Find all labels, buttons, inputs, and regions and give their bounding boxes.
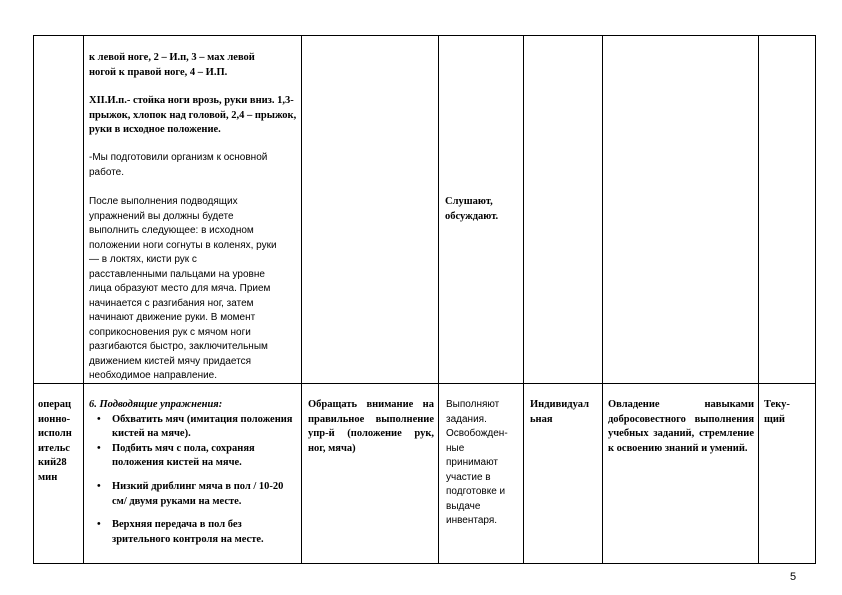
instruction-line: лица образуют место для мяча. Прием (89, 283, 271, 294)
stage-line: ионно- (38, 413, 71, 425)
table-border-left (33, 35, 34, 564)
students-line: подготовке и (446, 486, 506, 497)
instruction-line: положении ноги согнуты в коленях, руки (89, 239, 277, 251)
instruction-line: упражнений вы должны будете (89, 210, 234, 222)
students-line: ные (446, 442, 465, 454)
instruction-line: выполнить следующее: в исходном (89, 225, 254, 236)
stage-line: кий28 (38, 457, 67, 469)
exercise-list (89, 413, 299, 548)
table-column-divider (83, 35, 84, 564)
students-line: принимают (446, 457, 498, 468)
list-item: • Верхняя передача в пол без зрительного контроля на месте. (89, 518, 299, 547)
list-item: • Обхватить мяч (имитация положения кистей на мяче). (89, 413, 299, 442)
instruction-line: движением кистей мячу придается (89, 355, 252, 367)
students-line: задания. (446, 413, 487, 425)
table-column-divider (758, 35, 759, 564)
students-activity-line: обсуждают. (445, 210, 499, 222)
teacher-activity: Обращать внимание на правильное выполнение упр-й (положение рук, ног, мяча) (308, 399, 434, 454)
instruction-line: необходимое направление. (89, 370, 218, 381)
table-border-bottom (33, 563, 816, 564)
list-item: • Подбить мяч с пола, сохраняя положения кистей на мяче. (89, 442, 299, 471)
expected-result: Овладение навыками добросовестного выполнения учебных заданий, стремление к освоению знаний и умений. (608, 399, 754, 454)
stage-line: ительс (38, 442, 70, 454)
control-line: Теку- (764, 399, 790, 410)
prepared-text: -Мы подготовили организм к основной работе. (89, 152, 268, 178)
students-line: участие в (446, 471, 491, 483)
instruction-line: расставленными пальцами на уровне (89, 268, 265, 280)
work-form-line: Индивидуал (530, 399, 589, 410)
table-column-divider (523, 35, 524, 564)
instruction-line: начинают движение руки. В момент (89, 312, 256, 323)
table-border-right (815, 35, 816, 564)
students-activity-top (445, 195, 521, 224)
exercise-xii: XII.И.п.- стойка ноги врозь, руки вниз. 1,3- прыжок, хлопок над головой, 2,4 – прыжок, руки в исходное положение. (89, 95, 297, 136)
stage-line: операц (38, 399, 72, 410)
exercise-line: ногой к правой ноге, 4 – И.П. (89, 66, 228, 78)
stage-line: исполн (38, 428, 72, 440)
table-column-divider (602, 35, 603, 564)
work-form (530, 398, 600, 427)
instruction-text (89, 195, 301, 384)
students-line: выдаче (446, 500, 481, 512)
work-form-line: ьная (530, 413, 553, 425)
table-border-top (33, 35, 816, 36)
students-activity-bottom (446, 398, 522, 529)
table-column-divider (438, 35, 439, 564)
lead-up-exercises (89, 398, 299, 547)
instruction-line: После выполнения подводящих (89, 196, 238, 207)
control-type (764, 398, 812, 427)
list-item: • Низкий дриблинг мяча в пол / 10-20 см/ двумя руками на месте. (89, 480, 299, 509)
instruction-line: начинается с разгибания ног, затем (89, 297, 254, 309)
students-line: Освобожден- (446, 428, 508, 439)
instruction-line: соприкосновения рук с мячом ноги (89, 326, 251, 338)
exercise-continuation (89, 51, 299, 80)
stage-line: мин (38, 471, 58, 483)
students-line: Выполняют (446, 399, 500, 410)
exercise-line: к левой ноге, 2 – И.п, 3 – мах левой (89, 52, 255, 63)
students-line: инвентаря. (446, 515, 498, 526)
page-number: 5 (790, 571, 797, 583)
students-activity-line: Слушают, (445, 196, 493, 207)
stage-label (38, 398, 82, 486)
control-line: щий (764, 413, 785, 425)
instruction-line: — в локтях, кисти рук с (89, 254, 197, 265)
table-column-divider (301, 35, 302, 564)
instruction-line: разгибаются быстро, заключительным (89, 341, 268, 352)
section-title: 6. Подводящие упражнения: (89, 399, 223, 410)
